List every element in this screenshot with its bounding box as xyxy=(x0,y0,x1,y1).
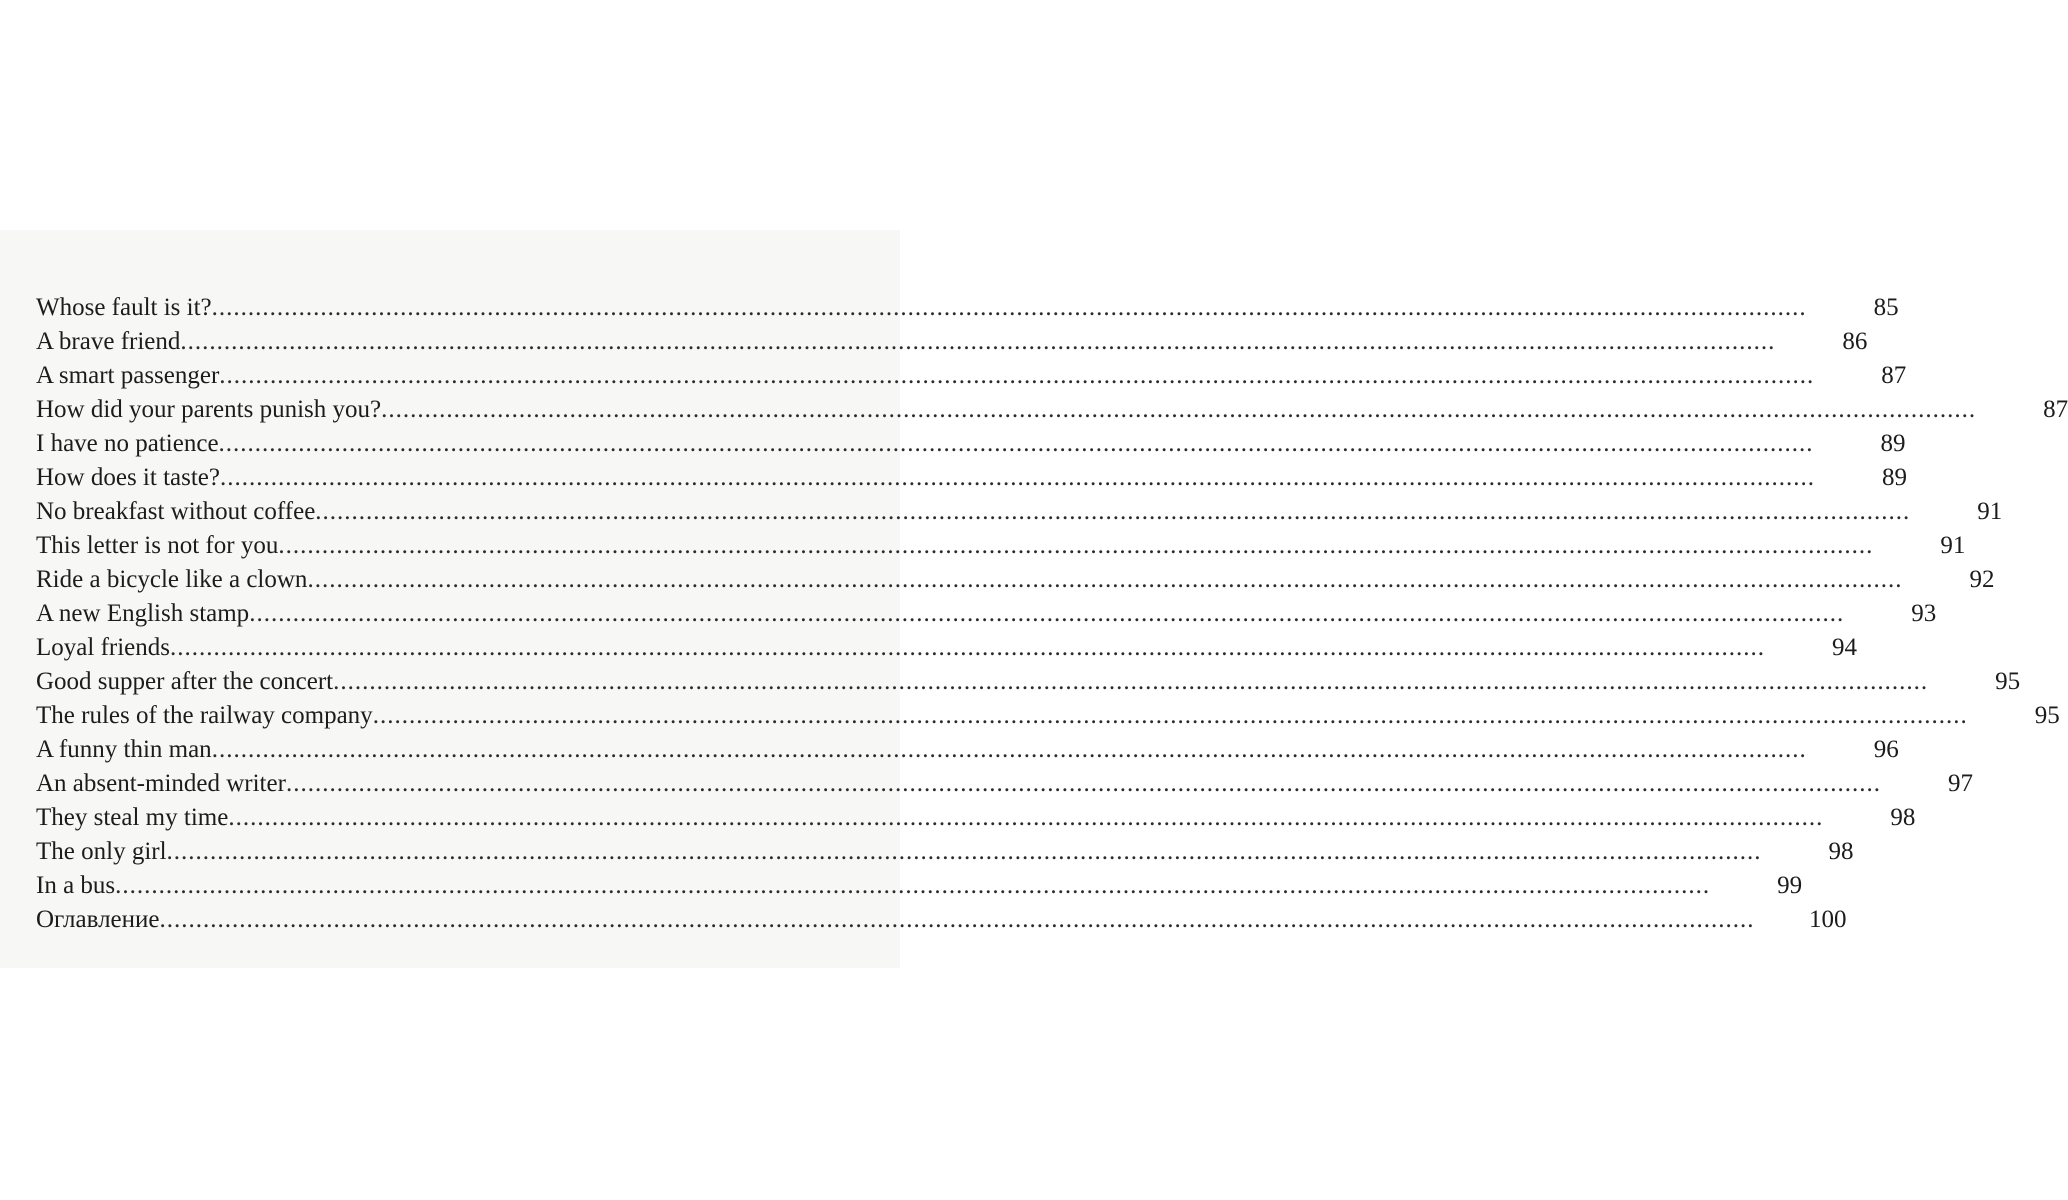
toc-entry xyxy=(36,835,1854,869)
dot-leader: ............................................................................................................................................................................................................................ xyxy=(218,430,1814,457)
toc-entry-page-number: 98 xyxy=(1890,804,1916,831)
dot-leader: ............................................................................................................................................................................................................................ xyxy=(166,838,1762,865)
dot-leader: ............................................................................................................................................................................................................................ xyxy=(278,532,1874,559)
toc-entry xyxy=(36,359,1907,393)
toc-entry xyxy=(36,291,1899,325)
toc-entry-title: Whose fault is it? xyxy=(36,294,212,321)
dot-leader: ............................................................................................................................................................................................................................ xyxy=(180,328,1776,355)
toc-entry-page-number: 91 xyxy=(1940,532,1966,559)
toc-entry-page-number: 93 xyxy=(1911,600,1937,627)
dot-leader: ............................................................................................................................................................................................................................ xyxy=(249,600,1845,627)
toc-entry-page-number: 99 xyxy=(1777,872,1803,899)
dot-leader: ............................................................................................................................................................................................................................ xyxy=(307,566,1903,593)
toc-entry-title: I have no patience xyxy=(36,430,219,457)
dot-leader: ............................................................................................................................................................................................................................ xyxy=(228,804,1824,831)
toc-entry xyxy=(36,393,2068,427)
dot-leader: ............................................................................................................................................................................................................................ xyxy=(211,294,1807,321)
toc-entry-page-number: 100 xyxy=(1809,906,1847,933)
dot-leader: ............................................................................................................................................................................................................................ xyxy=(372,702,1968,729)
toc-entry-page-number: 96 xyxy=(1873,736,1899,763)
toc-entry-page-number: 95 xyxy=(2034,702,2060,729)
toc-entry-title: They steal my time xyxy=(36,804,229,831)
toc-entry-page-number: 95 xyxy=(1995,668,2021,695)
dot-leader: ............................................................................................................................................................................................................................ xyxy=(159,906,1755,933)
dot-leader: ............................................................................................................................................................................................................................ xyxy=(211,736,1807,763)
toc-entry-title: Loyal friends xyxy=(36,634,170,661)
toc-entry-page-number: 89 xyxy=(1880,430,1906,457)
dot-leader: ............................................................................................................................................................................................................................ xyxy=(315,498,1911,525)
toc-entry-page-number: 98 xyxy=(1828,838,1854,865)
toc-entry xyxy=(36,529,1966,563)
dot-leader: ............................................................................................................................................................................................................................ xyxy=(219,362,1815,389)
toc-entry xyxy=(36,869,1803,903)
toc-entry xyxy=(36,767,1973,801)
dot-leader: ............................................................................................................................................................................................................................ xyxy=(115,872,1711,899)
toc-entry-title: A brave friend xyxy=(36,328,181,355)
toc-entry-page-number: 86 xyxy=(1842,328,1868,355)
toc-entry xyxy=(36,325,1868,359)
toc-entry xyxy=(36,597,1937,631)
toc-entry-title: A funny thin man xyxy=(36,736,212,763)
toc-entry-page-number: 97 xyxy=(1947,770,1973,797)
toc-entry-title: Ride a bicycle like a clown xyxy=(36,566,308,593)
toc-entry xyxy=(36,665,2021,699)
toc-entry xyxy=(36,461,1907,495)
toc-entry-page-number: 94 xyxy=(1831,634,1857,661)
toc-entry-page-number: 89 xyxy=(1881,464,1907,491)
toc-entry-title: This letter is not for you xyxy=(36,532,279,559)
toc-entry-page-number: 87 xyxy=(2043,396,2068,423)
toc-entry xyxy=(36,699,2060,733)
toc-entry-title: A new English stamp xyxy=(36,600,250,627)
toc-entry-title: In a bus xyxy=(36,872,116,899)
toc-entry xyxy=(36,427,1906,461)
toc-entry xyxy=(36,495,2003,529)
toc-entry xyxy=(36,801,1916,835)
toc-entry-title: An absent-minded writer xyxy=(36,770,286,797)
toc-entry xyxy=(36,631,1857,665)
toc-entry-page-number: 87 xyxy=(1881,362,1907,389)
toc-entry xyxy=(36,903,1847,937)
toc-entry-title: The only girl xyxy=(36,838,167,865)
dot-leader: ............................................................................................................................................................................................................................ xyxy=(219,464,1815,491)
toc-entry-title: No breakfast without coffee xyxy=(36,498,316,525)
toc-entry-title: Good supper after the concert xyxy=(36,668,334,695)
toc-entry-title: Оглавление xyxy=(36,906,160,933)
toc-entry-page-number: 92 xyxy=(1969,566,1995,593)
toc-entry-title: The rules of the railway company xyxy=(36,702,373,729)
dot-leader: ............................................................................................................................................................................................................................ xyxy=(381,396,1977,423)
toc-entry xyxy=(36,733,1899,767)
table-of-contents xyxy=(36,291,2068,937)
dot-leader: ............................................................................................................................................................................................................................ xyxy=(169,634,1765,661)
toc-entry-page-number: 85 xyxy=(1873,294,1899,321)
toc-entry-title: A smart passenger xyxy=(36,362,220,389)
dot-leader: ............................................................................................................................................................................................................................ xyxy=(285,770,1881,797)
toc-entry-title: How did your parents punish you? xyxy=(36,396,382,423)
toc-entry-title: How does it taste? xyxy=(36,464,220,491)
toc-entry xyxy=(36,563,1995,597)
dot-leader: ............................................................................................................................................................................................................................ xyxy=(333,668,1929,695)
toc-entry-page-number: 91 xyxy=(1977,498,2003,525)
